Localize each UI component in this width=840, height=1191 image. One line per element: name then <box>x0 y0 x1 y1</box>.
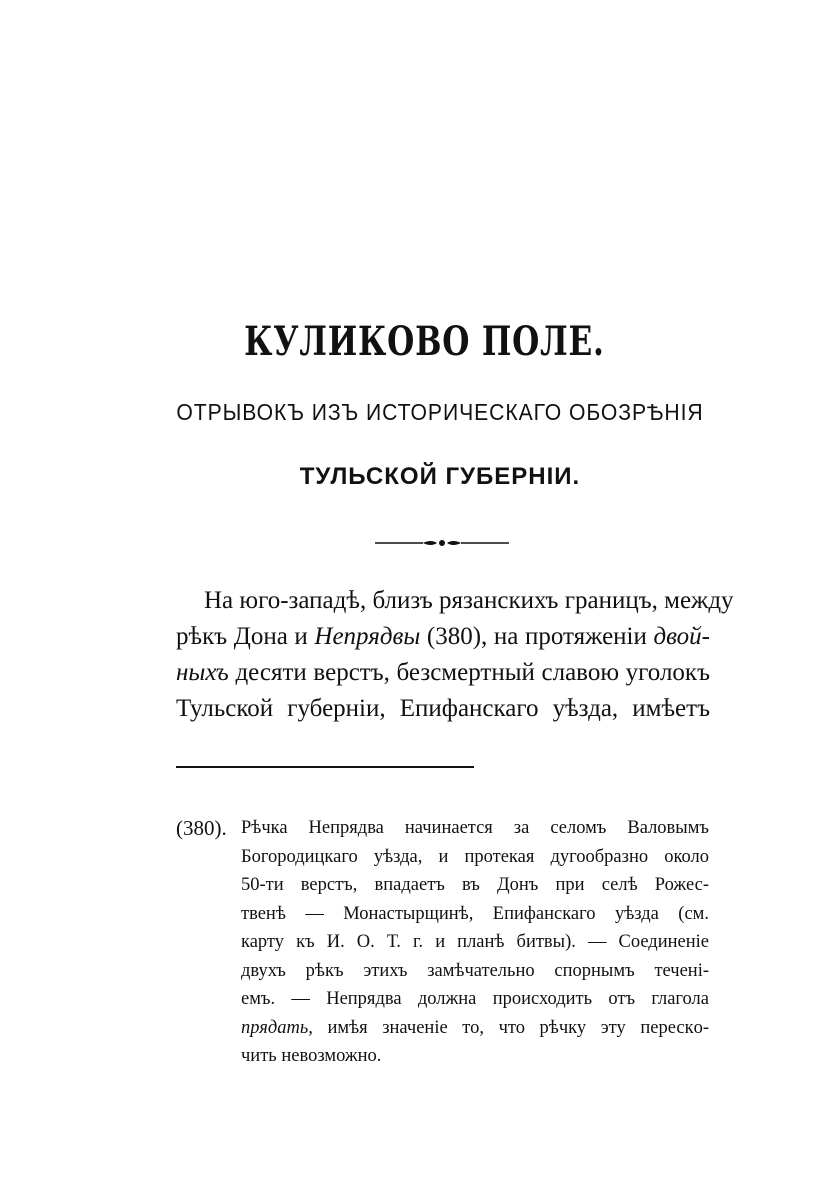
footnote-text <box>241 814 709 1071</box>
body-line: рѣкъ Дона и Непрядвы (380), на протяженіи двой- <box>176 623 710 650</box>
footnote-line: емъ. — Непрядва должна происходить отъ глагола <box>241 989 709 1009</box>
footnote-divider <box>176 766 474 768</box>
footnote-line: чить невозможно. <box>241 1046 382 1066</box>
body-line: Тульской губерніи, Епифанскаго уѣзда, имѣетъ <box>176 695 710 722</box>
footnote-reference: (380). <box>176 816 227 840</box>
footnote-line: твенѣ — Монастырщинѣ, Епифанскаго уѣзда (см. <box>241 903 709 924</box>
footnote-line: карту къ И. О. Т. г. и планѣ битвы). — Соединеніе <box>241 932 709 952</box>
body-paragraph <box>176 583 734 727</box>
footnote-line: прядать, имѣя значеніе то, что рѣчку эту перескo- <box>241 1017 709 1038</box>
ornament-divider-icon <box>375 537 509 549</box>
footnote-line: Богородицкаго уѣзда, и протекая дугообразно около <box>241 846 709 867</box>
body-line: На юго-западѣ, близъ рязанскихъ границъ, между <box>204 587 734 614</box>
footnote-line: двухъ рѣкъ этихъ замѣчательно спорнымъ теченi- <box>241 960 709 981</box>
footnote-line: 50-ти верстъ, впадаетъ въ Донъ при селѣ Рожес- <box>241 875 709 895</box>
page-title: КУЛИКОВО ПОЛЕ. <box>244 318 605 365</box>
footnote-line: Рѣчка Непрядва начинается за селомъ Валовымъ <box>241 818 709 838</box>
page-subtitle: ОТРЫВОКЪ ИЗЪ ИСТОРИЧЕСКАГО ОБОЗРѢНІЯ <box>176 399 704 425</box>
page-subtitle-region: ТУЛЬСКОЙ ГУБЕРНІИ. <box>299 463 581 490</box>
body-line: ныхъ десяти верстъ, безсмертный славою уголокъ <box>176 659 710 686</box>
